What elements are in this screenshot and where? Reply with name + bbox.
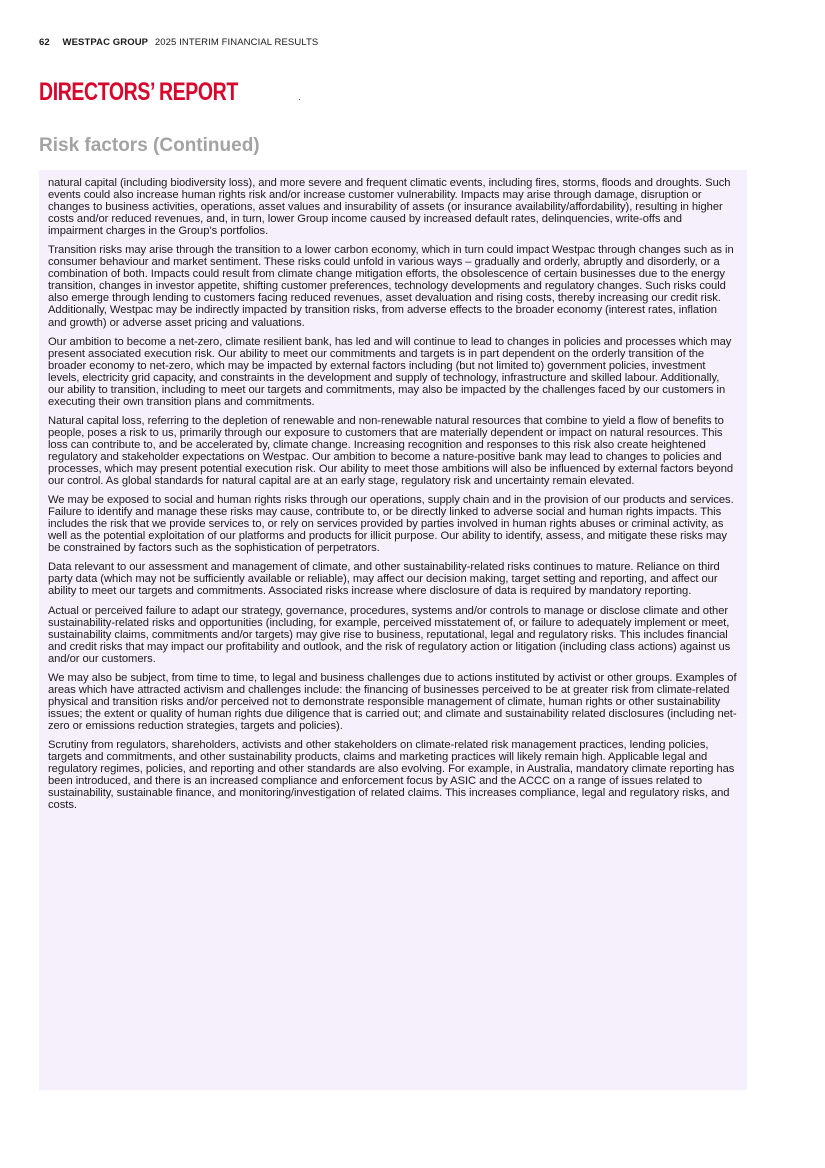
risk-factors-content <box>39 170 747 1090</box>
section-title: Risk factors (Continued) <box>39 135 260 156</box>
brand-name: WESTPAC GROUP <box>62 37 149 48</box>
paragraph-natural-capital-loss: Natural capital loss, referring to the depletion of renewable and non-renewable natural resources that combine to yield a flow of benefits to people, poses a risk to us, primarily through our exposure to customers that are materially dependent or impact on natural resources. This loss can contribute to, and be accelerated by, climate change. Increasing recognition and responses to this risk also create heightened regulatory and stakeholder expectations on Westpac. Our ambition to become a nature-positive bank may lead to changes to policies and processes, which may present potential execution risk. Our ability to meet those ambitions will also be influenced by external factors beyond our control. As global standards for natural capital are at an early stage, regulatory risk and uncertainty remain elevated. <box>48 414 734 488</box>
paragraph-net-zero-ambition: Our ambition to become a net-zero, climate resilient bank, has led and will continue to lead to changes in policies and processes which may present associated execution risk. Our ability to meet our commitments and targets is in part dependent on the orderly transition of the broader economy to net-zero, which may be impacted by external factors including (but not limited to) government policies, investment levels, electricity grid capacity, and constraints in the development and supply of technology, infrastructure and skilled labour. Additionally, our ability to transition, including to meet our targets and commitments, may also be impacted by the challenges faced by our customers in executing their own transition plans and commitments. <box>48 335 732 408</box>
document-title: 2025 INTERIM FINANCIAL RESULTS <box>154 37 319 48</box>
paragraph-legal-challenges: We may also be subject, from time to time, to legal and business challenges due to actions instituted by activist or other groups. Examples of areas which have attracted activism and challenges include: the financing of businesses perceived to be at greater risk from climate-related physical and transition risks and/or perceived not to demonstrate responsible management of climate, human rights or other sustainability issues; the extent or quality of human rights due diligence that is carried out; and climate and sustainability related disclosures (including net-zero or emissions reduction strategies, targets and policies). <box>48 671 737 732</box>
paragraph-regulatory-scrutiny: Scrutiny from regulators, shareholders, activists and other stakeholders on climate-related risk management practices, lending policies, targets and commitments, and other sustainability products, claims and marketing practices will likely remain high. Applicable legal and regulatory regimes, policies, and reporting and other standards are also evolving. For example, in Australia, mandatory climate reporting has been introduced, and there is an increased compliance and enforcement focus by ASIC and the ACCC on a range of issues related to sustainability, sustainable finance, and monitoring/investigation of related claims. This increases compliance, legal and regulatory risks, and costs. <box>48 738 735 812</box>
paragraph-failure-to-adapt: Actual or perceived failure to adapt our strategy, governance, procedures, systems and/or controls to manage or disclose climate and other sustainability-related risks and opportunities (including, for example, perceived misstatement of, or failure to adequately implement or meet, sustainability claims, commitments and/or targets) may give rise to business, reputational, legal and regulatory risks. This includes financial and credit risks that may impact our profitability and outlook, and the risk of regulatory action or litigation (including class actions) against us and/or our customers. <box>48 604 731 665</box>
paragraph-physical-risks: natural capital (including biodiversity loss), and more severe and frequent climatic events, including fires, storms, floods and droughts. Such events could also increase human rights risk and/or increase customer vulnerability. Impacts may arise through damage, disruption or changes to business activities, operations, asset values and insurability of assets (or insurance availability/affordability), resulting in higher costs and/or reduced revenues, and, in turn, lower Group income caused by increased default rates, delinquencies, write-offs and impairment charges in the Group’s portfolios. <box>48 177 731 238</box>
report-title: DIRECTORS’ REPORT <box>39 78 238 106</box>
page-header <box>39 37 318 48</box>
decorative-dot <box>299 99 300 100</box>
paragraph-social-human-rights: We may be exposed to social and human rights risks through our operations, supply chain and in the provision of our products and services. Failure to identify and manage these risks may cause, contribute to, or be directly linked to adverse social and human rights impacts. This includes the risk that we provide services to, or rely on services provided by parties involved in human rights abuses or criminal activity, as well as the potential exploitation of our platforms and products for illicit purpose. Our ability to identify, assess, and mitigate these risks may be constrained by factors such as the sophistication of perpetrators. <box>48 494 734 555</box>
page-number: 62 <box>39 37 50 48</box>
paragraph-transition-risks: Transition risks may arise through the transition to a lower carbon economy, which in turn could impact Westpac through changes such as in consumer behaviour and market sentiment. These risks could unfold in various ways – gradually and orderly, abruptly and disorderly, or a combination of both. Impacts could result from climate change mitigation efforts, the obsolescence of certain businesses due to the energy transition, changes in investor appetite, shifting customer preferences, technology developments and regulatory changes. Such risks could also emerge through lending to customers facing reduced revenues, asset devaluation and rising costs, thereby increasing our credit risk. Additionally, Westpac may be indirectly impacted by transition risks, from adverse effects to the broader economy (interest rates, inflation and growth) or adverse asset pricing and valuations. <box>48 244 734 329</box>
paragraph-data-relevance: Data relevant to our assessment and management of climate, and other sustainability-related risks continues to mature. Reliance on third party data (which may not be sufficiently available or reliable), may affect our decision making, target setting and reporting, and affect our ability to meet our targets and commitments. Associated risks increase where disclosure of data is required by mandatory reporting. <box>48 561 720 598</box>
